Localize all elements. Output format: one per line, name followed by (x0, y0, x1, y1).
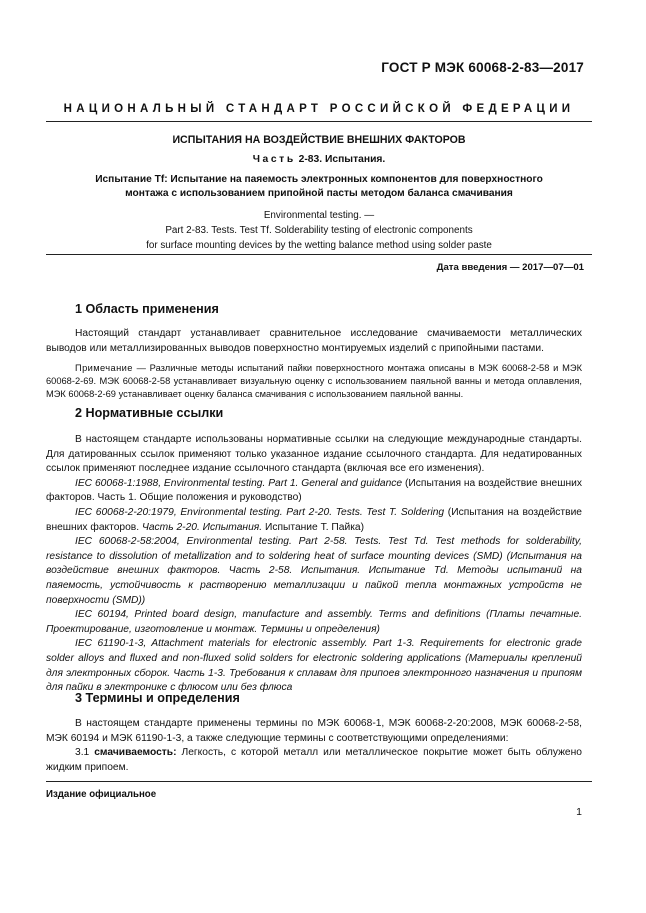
english-title-line3: for surface mounting devices by the wetting balance method using solder paste (146, 240, 492, 251)
page-number: 1 (576, 806, 582, 818)
test-title-line2: монтажа с использованием припойной пасты методом баланса смачивания (125, 188, 513, 199)
ref1-title: IEC 60068-1:1988, Environmental testing. Part 1. General and guidance (75, 477, 403, 489)
ref2-translation: (Испытания на воздействие внешних факторов. (46, 506, 582, 533)
title-rule (46, 254, 592, 255)
test-title-line1: Испытание Tf: Испытание на паяемость электронных компонентов для поверхностного (95, 174, 543, 185)
part-label: Часть (252, 154, 296, 165)
note-text: — Различные методы испытаний пайки поверхностного монтажа описаны в МЭК 60068-2-58 и МЭК 60068-2-69. МЭК 60068-2-58 устанавливает визуальную оценку с использованием паяльной ванны и метода оплавления, МЭК 60068-2-69 устанавливает оценку баланса смачивания с использованием паяльной ванны. (46, 363, 582, 399)
section2-intro: В настоящем стандарте использованы нормативные ссылки на следующие международные стандарты. Для датированных ссылок применяют только указанное издание ссылочного стандарта. Для недатированных ссылок применяют последнее издание ссылочного стандарта (включая все его изменения). (46, 434, 582, 475)
term-name: смачиваемость: (94, 747, 177, 759)
part-text: 2-83. Испытания. (298, 154, 386, 165)
section2-body (46, 433, 582, 696)
english-title-line1: Environmental testing. — (263, 210, 375, 221)
document-title: ИСПЫТАНИЯ НА ВОЗДЕЙСТВИЕ ВНЕШНИХ ФАКТОРОВ (172, 134, 466, 146)
section2-heading: 2 Нормативные ссылки (75, 406, 224, 420)
section3-body (46, 717, 582, 775)
note-label: Примечание (75, 363, 133, 373)
ref2-part: Часть 2-20. Испытания. (141, 521, 263, 533)
reference-iec-60068-2-20 (46, 506, 582, 535)
term-definition: Легкость, с которой металл или металлическое покрытие может быть облужено жидким припоем. (46, 747, 582, 773)
section1-paragraph: Настоящий стандарт устанавливает сравнительное исследование смачиваемости металлических выводов или металлизированных выводов поверхностно монтируемых изделий с припойными пастами. (46, 328, 582, 354)
reference-iec-60194: IEC 60194, Printed board design, manufacture and assembly. Terms and definitions (Платы печатные. Проектирование, изготовление и монтаж. Термины и определения) (46, 609, 582, 635)
english-title (46, 208, 592, 253)
official-edition-label: Издание официальное (46, 789, 157, 800)
test-title (46, 173, 592, 201)
section1-heading: 1 Область применения (75, 302, 219, 316)
english-title-line2: Part 2-83. Tests. Test Tf. Solderability testing of electronic components (165, 225, 473, 236)
reference-iec-61190-1-3: IEC 61190-1-3, Attachment materials for electronic assembly. Part 1-3. Requirements for electronic grade solder alloys and fluxed and non-fluxed solid solders for electronic soldering applications (Материалы креплений для электронных сборок. Часть 1-3. Требования к сплавам для припоев электронного назначения и припоям для пайки в электронике с флюсом или без флюса (46, 638, 582, 694)
ref2-end: Испытание Т. Пайка) (262, 521, 365, 533)
section3-heading: 3 Термины и определения (75, 691, 240, 705)
standard-code: ГОСТ Р МЭК 60068-2-83—2017 (381, 60, 584, 75)
footer-rule (46, 781, 592, 782)
section1-note (46, 362, 582, 401)
section3-intro: В настоящем стандарте применены термины по МЭК 60068-1, МЭК 60068-2-20:2008, МЭК 60068-2-58, МЭК 60194 и МЭК 61190-1-3, а также следующие термины с соответствующими определениями: (46, 718, 582, 744)
introduction-date: Дата введения — 2017—07—01 (436, 262, 584, 273)
ref2-title: IEC 60068-2-20:1979, Environmental testing. Part 2-20. Tests. Test T. Soldering (75, 506, 445, 518)
reference-iec-60068-2-58: IEC 60068-2-58:2004, Environmental testing. Part 2-58. Tests. Test Td. Test methods for solderability, resistance to dissolution of metallization and to soldering heat of surface mounting devices (SMD) (Испытания на воздействие внешних факторов. Часть 2-58. Испытания. Испытание Td. Методы испытаний на паяемость, устойчивость к растворению металлизации и пайкой тепла монтажных устройств не поверхности (SMD)) (46, 536, 582, 606)
section1-body (46, 327, 582, 356)
reference-iec-60068-1 (46, 477, 582, 506)
term-number: 3.1 (75, 747, 95, 759)
note-paragraph (46, 362, 582, 401)
national-standard-banner: НАЦИОНАЛЬНЫЙ СТАНДАРТ РОССИЙСКОЙ ФЕДЕРАЦИИ (63, 103, 575, 115)
part-title (46, 154, 592, 165)
ref1-translation: (Испытания на воздействие внешних факторов. Часть 1. Общие положения и руководство) (46, 477, 582, 504)
header-rule (46, 121, 592, 122)
term-wettability (46, 746, 582, 775)
